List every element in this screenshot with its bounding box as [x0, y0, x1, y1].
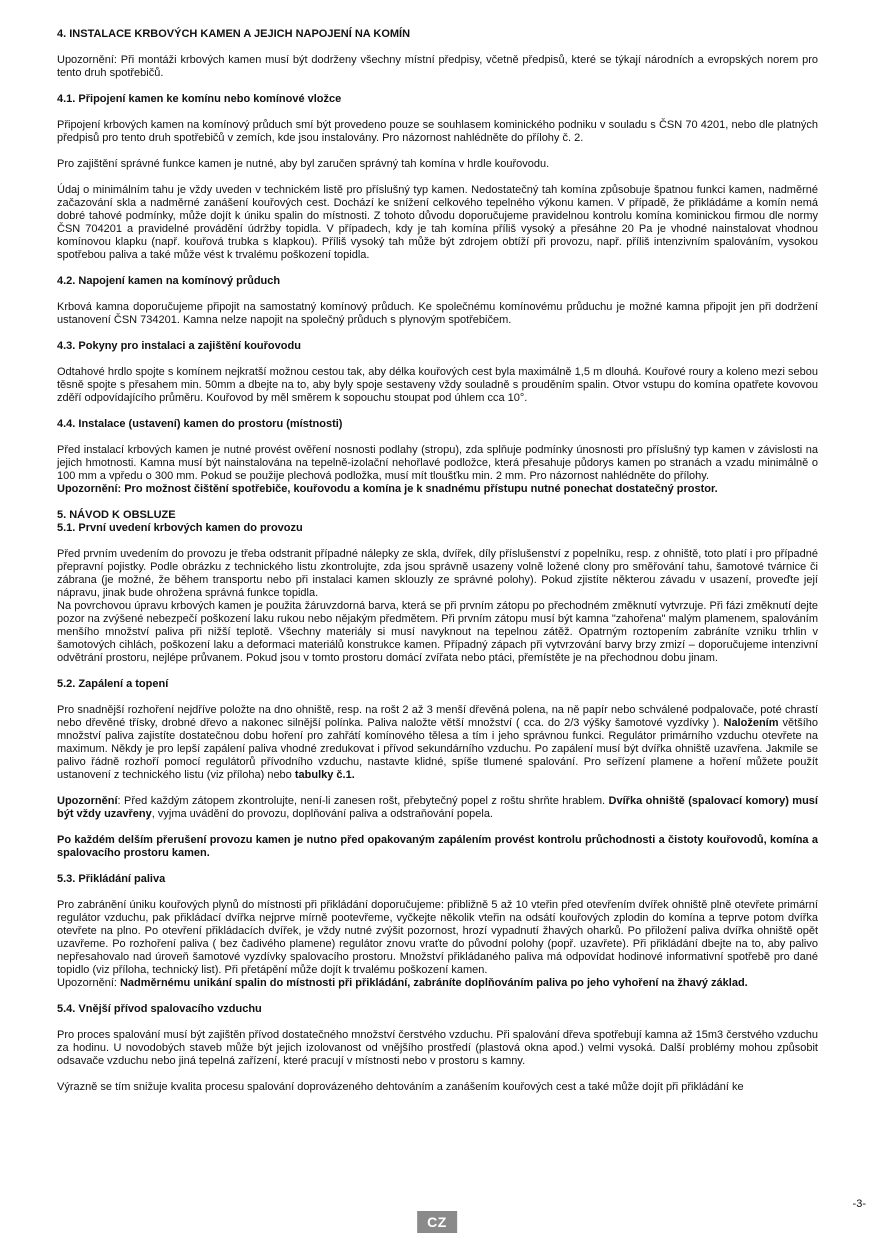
text-run: , vyjma uvádění do provozu, doplňování paliva a odstraňování popela. [151, 808, 493, 820]
text-run: Upozornění: [57, 977, 120, 989]
section-heading-4-4: 4.4. Instalace (ustavení) kamen do prostoru (místnosti) [57, 418, 343, 430]
section-heading-4-2: 4.2. Napojení kamen na komínový průduch [57, 275, 281, 287]
paragraph-floor-install: Před instalací krbových kamen je nutné provést ověření nosnosti podlahy (stropu), zda splňuje podmínky únosnosti pro příslušný typ kamen v závislosti na jejich hmotnosti. Kamna musí být nainstalována na tepelně-izolační nehořlavé podložce, která přesahuje půdorys kamen po stranách a vzadu minimálně o 100 mm a vpředu o 300 mm. Pokud se použije plechová podložka, musí mít tloušťku min. 2 mm. Pro názornost nahlédněte do přílohy. [57, 444, 818, 482]
text-run-bold: Upozornění [57, 795, 118, 807]
section-heading-5: 5. NÁVOD K OBSLUZE [57, 509, 176, 521]
text-run: : Před každým zátopem zkontrolujte, není-li zanesen rošt, přebytečný popel z roštu shrňte hrablem. [117, 795, 609, 807]
section-heading-5-4: 5.4. Vnější přívod spalovacího vzduchu [57, 1003, 262, 1015]
section-heading-5-2: 5.2. Zapálení a topení [57, 678, 169, 690]
section-heading-4-3: 4.3. Pokyny pro instalaci a zajištění kouřovodu [57, 340, 301, 352]
text-run: Pro snadnější rozhoření nejdříve položte na dno ohniště, resp. na rošt 2 až 3 menší dřevěná polena, na ně papír nebo schválené podpalovače, poté chrastí nebo dřevěné třísky, drobné dřevo a nakonec silnější polínka. Paliva naložte větší množství ( cca. do 2/3 výšky šamotové vyzdívky ). [57, 704, 818, 729]
section-heading-5-3: 5.3. Přikládání paliva [57, 873, 166, 885]
paragraph-paint-curing: Na povrchovou úpravu krbových kamen je použita žáruvzdorná barva, která se při prvním zátopu po přechodném změknutí vytvrzuje. Při fázi změknutí dejte pozor na zvýšené nebezpečí poškození laku rukou nebo nějakým předmětem. Při prvním zátopu musí být kamna "zahořena" malým plamenem, spalováním menšího množství paliva při nižší teplotě. Všechny materiály si musí navyknout na tepelnou zátěž. Opatrným roztopením zabráníte vzniku trhlin v šamotových cihlách, poškození laku a deformaci materiálů konstrukce kamen. Případný zápach při vytvrzování barvy brzy zmizí – doporučujeme intenzivní odvětrání prostoru, nejlépe průvanem. Pokud jsou v tomto prostoru domácí zvířata nebo ptáci, přemístěte je na přechodnou dobu jinam. [57, 600, 818, 664]
text-run: většího množství paliva zajistíte dostatečnou dobu hoření pro zahřátí komínového tělesa a tím i jeho správnou funkci. Regulátor primárního vzduchu otevřete na maximum. Někdy je pro lepší zapálení paliva vhodné zredukovat i přívod sekundárního vzduchu. Po zapálení musí být dvířka ohniště uzavřena. Jakmile se palivo řádně rozhoří pomocí regulátorů přívodního vzduchu, nastavte klidné, spíše tlumené spalování. Pro seřízení plamene a hoření můžete použít ustanovení z technického listu (viz příloha) nebo [57, 717, 818, 781]
paragraph-air-supply: Pro proces spalování musí být zajištěn přívod dostatečného množství čerstvého vzduchu. Při spalování dřeva spotřebují kamna až 15m3 čerstvého vzduchu za hodinu. U novodobých staveb může být jejich izolovanost od vnějšího prostředí (plastová okna apod.) velmi vysoká. Další problémy mohou způsobit odsavače vzduchu nebo jiná tepelná zařízení, které pracují v místnosti nebo v prostoru s kamny. [57, 1029, 818, 1067]
document-body [57, 28, 818, 1107]
text-run-bold: Naložením [723, 717, 779, 729]
warning-grate-door [57, 795, 818, 821]
page-number: -3- [852, 1198, 866, 1210]
doc-title: 4. INSTALACE KRBOVÝCH KAMEN A JEJICH NAPOJENÍ NA KOMÍN [57, 28, 411, 40]
text-run-bold: tabulky č.1. [294, 769, 355, 781]
paragraph-note-regulations: Upozornění: Při montáži krbových kamen musí být dodrženy všechny místní předpisy, včetně předpisů, které se týkají národních a evropských norem pro tento druh spotřebičů. [57, 54, 818, 79]
warning-interruption-check: Po každém delším přerušení provozu kamen je nutno před opakovaným zapálením provést kontrolu průchodnosti a čistoty kouřovodů, komína a spalovacího prostoru kamen. [57, 834, 818, 859]
paragraph-flue-connection: Krbová kamna doporučujeme připojit na samostatný komínový průduch. Ke společnému komínovému průduchu je možné kamna připojit jen při dodržení ustanovení ČSN 734201. Kamna nelze napojit na společný průduch s plynovým spotřebičem. [57, 301, 818, 326]
paragraph-refueling: Pro zabránění úniku kouřových plynů do místnosti při přikládání doporučujeme: přibližně 5 až 10 vteřin před otevřením dvířek ohniště plně otevřete primární regulátor vzduchu, pak přikládací dvířka nejprve mírně pootevřeme, vyčkejte několik vteřin na odsátí kouřových zplodin do komína a teprve potom dvířka otevřete na plno. Po otevření přikládacích dvířek, je vždy nutné zvýšit pozornost, hrozí vypadnutí žhavých oharků. Po přiložení paliva dvířka ohniště opět uzavřeme. Po rozhoření paliva ( bez čadivého plamene) regulátor znovu vraťte do původní polohy (popř. uzavřete). Při přikládání dbejte na to, aby palivo nepřesahovalo nad úroveň šamotové vyzdívky spalovacího prostoru. Množství přikládaného paliva má odpovídat hodinové informativní spotřebě pro dané topidlo (viz příloha, technický list). Při přetápění může dojít k trvalému poškození kamen. [57, 899, 818, 976]
paragraph-draft-function: Pro zajištění správné funkce kamen je nutné, aby byl zaručen správný tah komína v hrdle kouřovodu. [57, 158, 550, 170]
text-run-bold: Nadměrnému unikání spalin do místnosti při přikládání, zabráníte doplňováním paliva po jeho vyhoření na žhavý základ. [119, 977, 748, 989]
paragraph-lighting [57, 704, 818, 782]
paragraph-first-use: Před prvním uvedením do provozu je třeba odstranit případné nálepky ze skla, dvířek, díly příslušenství z popelníku, resp. z ohniště, toto platí i pro případné přepravní pojistky. Podle obrázku z technického listu zkontrolujte, zda jsou správně usazeny volně ložené clony pro směřování tahu, šamotové tvárnice či zábrana (je možné, že během transportu nebo při instalaci kamen sklouzly ze správné polohy). Pokud zjistíte některou závadu v usazení, proveďte její nápravu, jinak bude ohrožena správná funkce topidla. [57, 548, 818, 599]
paragraph-flue-install: Odtahové hrdlo spojte s komínem nejkratší možnou cestou tak, aby délka kouřových cest byla maximálně 1,5 m dlouhá. Kouřové roury a koleno mezi sebou těsně spojte s přesahem min. 50mm a dbejte na to, aby byly spoje sestaveny vždy souladně s prouděním spalin. Otvor vstupu do komína opatřete kovovou zděří odpovídajícího průměru. Kouřovod by měl směrem k sopouchu stoupat pod úhlem cca 10°. [57, 366, 818, 404]
warning-refueling-smoke [57, 977, 818, 990]
text-run-bold: Dvířka ohniště (spalovací komory) musí být vždy uzavřeny [57, 795, 818, 820]
section-heading-4-1: 4.1. Připojení kamen ke komínu nebo komínové vložce [57, 93, 342, 105]
section-heading-5-1: 5.1. První uvedení krbových kamen do provozu [57, 522, 303, 534]
paragraph-air-supply-continued: Výrazně se tím snižuje kvalita procesu spalování doprovázeného dehtováním a zanášením kouřových cest a také může dojít při přikládání ke [57, 1081, 744, 1093]
paragraph-draft-details: Údaj o minimálním tahu je vždy uveden v technickém listě pro příslušný typ kamen. Nedostatečný tah komína způsobuje špatnou funkci kamen, nadměrné začazování skla a nadměrné zanášení kouřových cest. Dochází ke snížení celkového tepelného výkonu kamen. V případě, že přikládáme a komín nemá dobré tahové podmínky, může dojít k úniku spalin do místnosti. Z tohoto důvodu doporučujeme pravidelnou kontrolu komína kominickou firmou dle normy ČSN 704201 a pravidelné provádění údržby topidla. V případech, kdy je tah komína příliš vysoký a přesáhne 20 Pa je vhodné nainstalovat vhodnou komínovou klapku (např. kouřová trubka s klapkou). Příliš vysoký tah může být zdrojem obtíží při provozu, např. příliš intenzivním spalováním, vysokou spotřebou paliva a také může vést k trvalému poškození topidla. [57, 184, 818, 261]
warning-cleaning-space: Upozornění: Pro možnost čištění spotřebiče, kouřovodu a komína je k snadnému přístupu nutné ponechat dostatečný prostor. [57, 483, 718, 495]
paragraph-connection-approval: Připojení krbových kamen na komínový průduch smí být provedeno pouze se souhlasem kominického podniku v souladu s ČSN 70 4201, nebo dle platných předpisů pro tento druh spotřebičů v zemích, kde jsou instalovány. Pro názornost nahlédněte do přílohy č. 2. [57, 119, 818, 144]
footer-language-badge: CZ [417, 1211, 457, 1233]
